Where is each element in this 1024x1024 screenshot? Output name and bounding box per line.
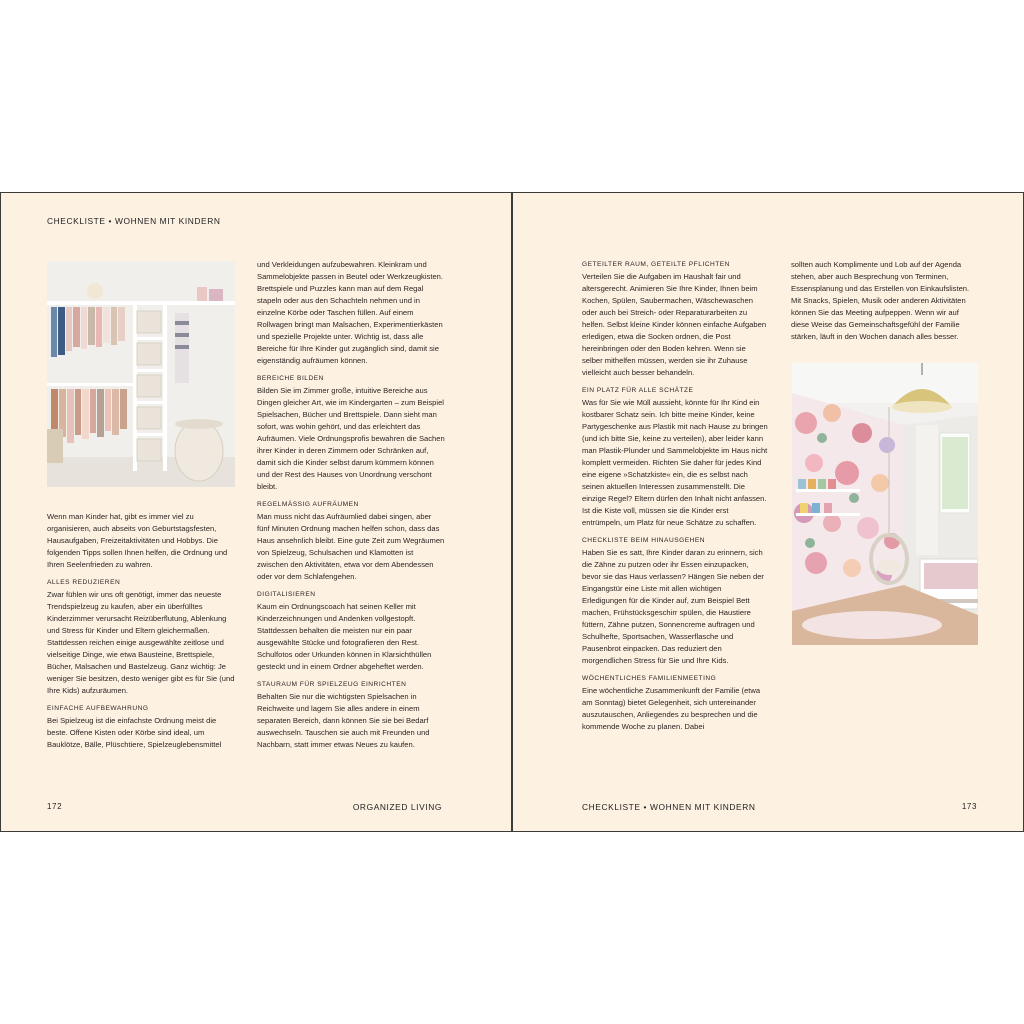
- intro-paragraph: sollten auch Komplimente und Lob auf der Agenda stehen, aber auch Besprechung von Terminen, Essensplanung und das Erstellen von Einkaufslisten. Mit Snacks, Spielen, Musik oder anderen Aktivitäten können Sie das Meeting aufpeppen. Wenn wir auf diese Weise das Gemeinschaftsgefühl der Familie stärken, läuft in den Wochen danach alles besser.: [791, 260, 970, 341]
- section-text: Was für Sie wie Müll aussieht, könnte für Ihr Kind ein kostbarer Schatz sein. Ich bitte meine Kinder, keine Partygeschenke aus Plastik mit nach Hause zu bringen (und ich bitte Sie, keine zu verteilen), aber leider kann man Plastik-Plunder und Sammelobjekte im Haus nicht komplett vermeiden. Richten Sie daher für jedes Kind eine eigene »Schatzkiste« ein, die es selbst nach seinen aktuellen Interessen zusammenstellt. Die einzige Regel? Eltern dürfen den Inhalt nicht anfassen. Ist die Kiste voll, müssen sie die Kinder erst entrümpeln, um Platz für neue Schätze zu schaffen.: [582, 398, 768, 527]
- section-heading: DIGITALISIEREN: [257, 591, 316, 598]
- section-text: Man muss nicht das Aufräumlied dabei singen, aber fünf Minuten Ordnung machen helfen schon, dass das Haus ansehnlich bleibt. Eine gute Zeit zum Wegräumen von Spielzeug, Schulsachen und Klamotten ist zwischen den Aktivitäten, etwa vor dem Abendessen oder vor dem Schlafengehen.: [257, 512, 445, 581]
- intro-paragraph: Wenn man Kinder hat, gibt es immer viel zu organisieren, auch abseits von Geburtstagsfesten, Hausaufgaben, Freizeitaktivitäten und Hobbys. Die folgenden Tipps sollen Ihnen helfen, die Ordnung und Ihren Seelenfrieden zu wahren.: [47, 512, 228, 569]
- section-text: Eine wöchentliche Zusammenkunft der Familie (etwa am Sonntag) bietet Gelegenheit, sich untereinander auszutauschen, Anliegendes zu besprechen und die kommende Woche zu planen. Dabei: [582, 686, 761, 731]
- section-heading: BEREICHE BILDEN: [257, 375, 324, 382]
- right-column-2: [791, 259, 979, 343]
- left-page: [0, 192, 512, 832]
- left-column-1: [47, 511, 235, 751]
- right-column-1: [582, 259, 768, 733]
- section-heading: STAURAUM FÜR SPIELZEUG EINRICHTEN: [257, 681, 407, 688]
- section-text: Behalten Sie nur die wichtigsten Spielsachen in Reichweite und lagern Sie alles andere in einem separaten Bereich, dann können Sie sie bei Bedarf auswechseln. Tauschen sie auch mit Freunden und Nachbarn, statt immer etwas Neues zu kaufen.: [257, 692, 430, 749]
- running-header: CHECKLISTE • WOHNEN MIT KINDERN: [47, 216, 221, 226]
- section-heading: EINFACHE AUFBEWAHRUNG: [47, 705, 149, 712]
- section-heading: CHECKLISTE BEIM HINAUSGEHEN: [582, 537, 706, 544]
- section-heading: EIN PLATZ FÜR ALLE SCHÄTZE: [582, 387, 694, 394]
- section-heading: REGELMÄSSIG AUFRÄUMEN: [257, 501, 359, 508]
- left-column-2: [257, 259, 445, 751]
- section-text: Verteilen Sie die Aufgaben im Haushalt fair und altersgerecht. Animieren Sie Ihre Kinder, Ihnen beim Kochen, Spülen, Saubermachen, Wäschewaschen oder auch bei Streich- oder Reparaturarbeiten zu helfen. Selbst kleine Kinder können einfache Aufgaben erledigen, etwa die Socken ordnen, die Post hereinbringen oder den Boden kehren. Wenn sie selber mithelfen müssen, werden sie ihr Zuhause vielleicht auch besser behandeln.: [582, 272, 767, 377]
- page-number: 172: [47, 802, 63, 811]
- section-text: Bei Spielzeug ist die einfachste Ordnung meist die beste. Offene Kisten oder Körbe sind ideal, um Bauklötze, Bälle, Plüschtiere, Spielzeuglebensmittel: [47, 716, 222, 749]
- section-heading: ALLES REDUZIEREN: [47, 579, 121, 586]
- section-text: Haben Sie es satt, Ihre Kinder daran zu erinnern, sich die Zähne zu putzen oder ihr Essen einzupacken, bevor sie das Haus verlassen? Hängen Sie neben der Eingangstür eine Liste mit allen wichtigen Erledigungen für die Kinder auf, zum Beispiel Bett machen, Frühstücksgeschirr spülen, die Haustiere füttern, Zähne putzen, Sonnencreme auftragen und Schulhefte, Sportsachen, Wasserflasche und Pausenbrot einpacken. Das reduziert den morgendlichen Stress für Sie und Ihre Kids.: [582, 548, 764, 665]
- kids-room-photo: [792, 363, 978, 645]
- section-text: Zwar fühlen wir uns oft genötigt, immer das neueste Trendspielzeug zu kaufen, aber ein überfülltes Kinderzimmer verursacht Reizüberflutung, Ablenkung und Stress für Kinder und Eltern gleichermaßen. Stattdessen reichen einige ausgewählte zeitlose und vielseitige Dinge, wie etwa Bausteine, Brettspiele, Bücher, Malsachen und Bastelzeug. Ganz wichtig: Je weniger Sie besitzen, desto weniger gibt es für Sie (und Ihre Kids) aufzuräumen.: [47, 590, 235, 695]
- running-footer: CHECKLISTE • WOHNEN MIT KINDERN: [582, 802, 756, 812]
- section-heading: WÖCHENTLICHES FAMILIENMEETING: [582, 675, 717, 682]
- closet-photo: [47, 261, 235, 487]
- right-page: [512, 192, 1024, 832]
- section-text: Kaum ein Ordnungscoach hat seinen Keller mit Kinderzeichnungen und Andenken vollgestopft. Stattdessen behalten die meisten nur ein paar ausgewählte Stücke und fotografieren den Rest. Schulfotos oder Urkunden können in Klarsichthüllen gesteckt und in einem Ordner abgeheftet werden.: [257, 602, 432, 671]
- intro-paragraph: und Verkleidungen aufzubewahren. Kleinkram und Sammelobjekte passen in Beutel oder Werkzeugkisten. Brettspiele und Puzzles kann man auf dem Regal stapeln oder aus den Schachteln nehmen und in einzelne Körbe oder Taschen füllen. Auf einem Rollwagen bringt man Malsachen, Experimentierkästen und spezielle Projekte unter. Wichtig ist, dass alle Bereiche für Ihre Kinder gut zugänglich sind, damit sie eigenständig aufräumen können.: [257, 260, 444, 365]
- section-heading: GETEILTER RAUM, GETEILTE PFLICHTEN: [582, 261, 730, 268]
- running-footer: ORGANIZED LIVING: [352, 802, 442, 812]
- page-number: 173: [961, 802, 977, 811]
- section-text: Bilden Sie im Zimmer große, intuitive Bereiche aus Dingen gleicher Art, wie im Kindergarten – zum Beispiel Spielsachen, Bücher und Brettspiele. Dann sieht man sofort, was wohin gehört, und das erleichtert das Aufräumen. Viele Ordnungsprofis bewahren die Sachen ihrer Kinder in deren Zimmern oder Schränken auf, damit sich die Kinder selbst darum kümmern können und der Rest des Hauses von Unordnung verschont bleibt.: [257, 386, 445, 491]
